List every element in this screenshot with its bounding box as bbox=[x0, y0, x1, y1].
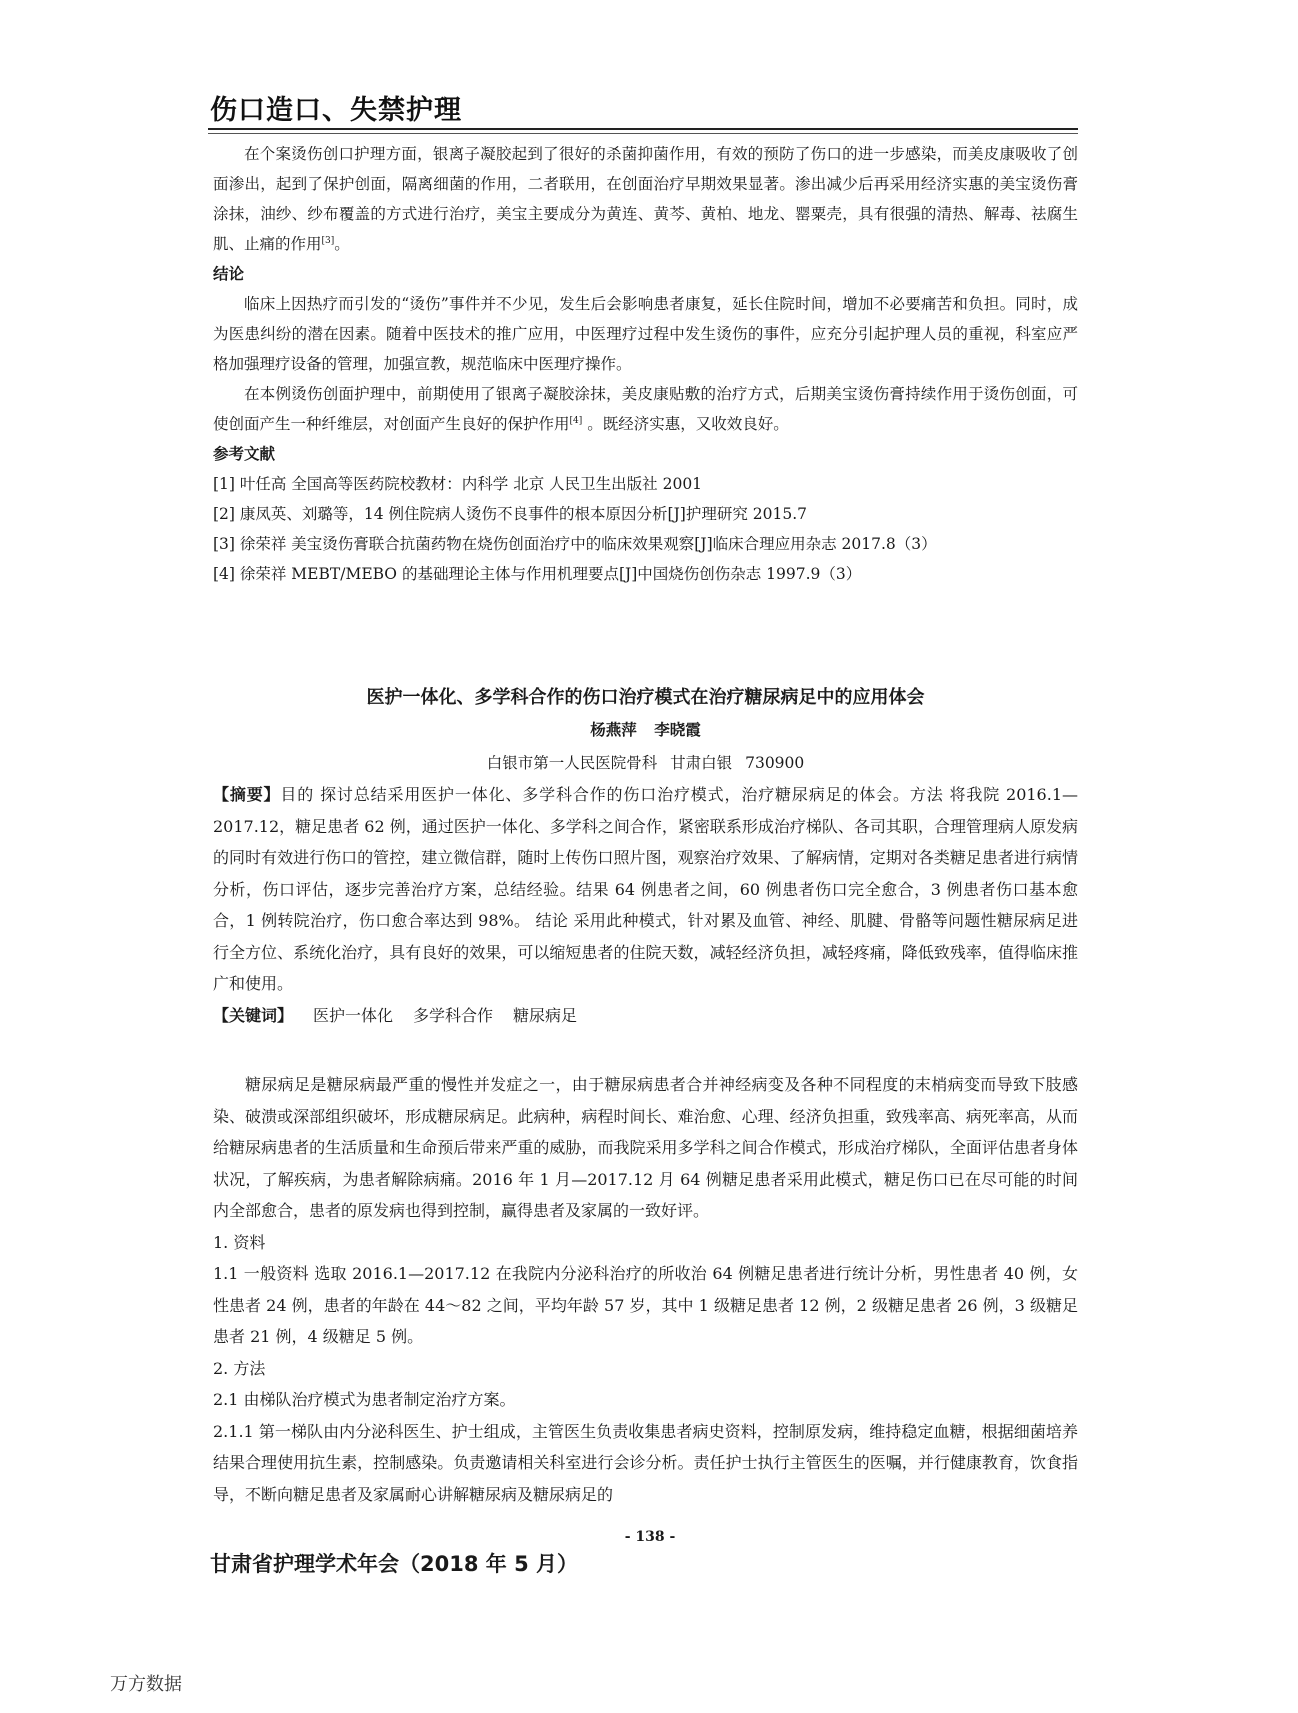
article-authors: 杨燕萍 李晓霞 bbox=[590, 720, 701, 739]
page-number: - 138 - bbox=[624, 1529, 676, 1545]
keywords-label: 【关键词】 bbox=[213, 1005, 294, 1025]
article-affiliation: 白银市第一人民医院骨科 甘肃白银 730900 bbox=[486, 754, 805, 772]
abstract-paragraph bbox=[213, 779, 1078, 1000]
article-body bbox=[213, 1069, 1078, 1510]
paragraph: 糖尿病足是糖尿病最严重的慢性并发症之一，由于糖尿病患者合并神经病变及各种不同程度的末梢病变而导致下肢感染、破溃或深部组织破坏，形成糖尿病足。此病种，病程时间长、难治愈、心理、经济负担重，致残率高、病死率高，从而给糖尿病患者的生活质量和生命预后带来严重的威胁，而我院采用多学科之间合作模式，形成治疗梯队，全面评估患者身体状况，了解疾病，为患者解除病痛。2016 年 1 月—2017.12 月 64 例糖足患者采用此模式，糖足伤口已在尽可能的时间内全部愈合，患者的原发病也得到控制，赢得患者及家属的一致好评。 bbox=[213, 1075, 1078, 1220]
header-rule bbox=[208, 128, 1078, 130]
reference-item: [4] 徐荣祥 MEBT/MEBO 的基础理论主体与作用机理要点[J]中国烧伤创伤杂志 1997.9（3） bbox=[213, 565, 862, 583]
paragraph: 1.1 一般资料 选取 2016.1—2017.12 在我院内分泌科治疗的所收治 64 例糖足患者进行统计分析，男性患者 40 例，女性患者 24 例，患者的年龄在 44～82 之间，平均年龄 57 岁，其中 1 级糖足患者 12 例，2 级糖足患者 26 例，3 级糖足患者 21 例，4 级糖足 5 例。 bbox=[213, 1264, 1078, 1346]
abstract-text: 目的 探讨总结采用医护一体化、多学科合作的伤口治疗模式，治疗糖尿病足的体会。方法 将我院 2016.1—2017.12，糖足患者 62 例，通过医护一体化、多学科之间合作，紧密联系形成治疗梯队、各司其职，合理管理病人原发病的同时有效进行伤口的管控，建立微信群，随时上传伤口照片图，观察治疗效果、了解病情，定期对各类糖足患者进行病情分析，伤口评估，逐步完善治疗方案，总结经验。结果 64 例患者之间，60 例患者伤口完全愈合，3 例患者伤口基本愈合，1 例转院治疗，伤口愈合率达到 98%。 结论 采用此种模式，针对累及血管、神经、肌腱、骨骼等问题性糖尿病足进行全方位、系统化治疗，具有良好的效果，可以缩短患者的住院天数，减轻经济负担，减轻疼痛，降低致残率，值得临床推广和使用。 bbox=[213, 785, 1078, 993]
reference-item: [2] 康凤英、刘璐等，14 例住院病人烫伤不良事件的根本原因分析[J]护理研究 2015.7 bbox=[213, 505, 808, 523]
previous-article-end bbox=[213, 139, 1078, 589]
reference-item: [1] 叶任高 全国高等医药院校教材：内科学 北京 人民卫生出版社 2001 bbox=[213, 475, 703, 493]
keyword: 医护一体化 bbox=[313, 1005, 394, 1025]
section-heading: 1. 资料 bbox=[213, 1232, 266, 1252]
section-header: 伤口造口、失禁护理 bbox=[210, 95, 462, 126]
keywords-line bbox=[213, 1000, 1078, 1032]
paragraph: 2.1.1 第一梯队由内分泌科医生、护士组成，主管医生负责收集患者病史资料，控制原发病，维持稳定血糖，根据细菌培养结果合理使用抗生素，控制感染。负责邀请相关科室进行会诊分析。责任护士执行主管医生的医嘱，并行健康教育，饮食指导，不断向糖足患者及家属耐心讲解糖尿病及糖尿病足的 bbox=[213, 1421, 1078, 1504]
abstract-label: 【摘要】 bbox=[213, 785, 281, 804]
citation: [3] bbox=[321, 235, 335, 246]
database-watermark: 万方数据 bbox=[110, 1674, 182, 1695]
references-heading: 参考文献 bbox=[213, 445, 276, 463]
conclusion-heading: 结论 bbox=[213, 265, 245, 283]
header-rule-thin bbox=[208, 133, 1078, 134]
paragraph: 2.1 由梯队治疗模式为患者制定治疗方案。 bbox=[213, 1390, 516, 1409]
conference-footer: 甘肃省护理学术年会（2018 年 5 月） bbox=[210, 1552, 578, 1576]
citation: [4] bbox=[569, 415, 583, 426]
paragraph: 在本例烫伤创面护理中，前期使用了银离子凝胶涂抹，美皮康贴敷的治疗方式，后期美宝烫伤膏持续作用于烫伤创面，可使创面产生一种纤维层，对创面产生良好的保护作用[4] 。既经济实惠，又收效良好。 bbox=[213, 385, 1078, 433]
keyword: 多学科合作 bbox=[413, 1005, 494, 1025]
paragraph: 临床上因热疗而引发的“烫伤”事件并不少见，发生后会影响患者康复，延长住院时间，增加不必要痛苦和负担。同时，成为医患纠纷的潜在因素。随着中医技术的推广应用，中医理疗过程中发生烫伤的事件，应充分引起护理人员的重视，科室应严格加强理疗设备的管理，加强宣教，规范临床中医理疗操作。 bbox=[213, 295, 1078, 373]
reference-item: [3] 徐荣祥 美宝烫伤膏联合抗菌药物在烧伤创面治疗中的临床效果观察[J]临床合理应用杂志 2017.8（3） bbox=[213, 535, 937, 553]
paragraph: 在个案烫伤创口护理方面，银离子凝胶起到了很好的杀菌抑菌作用，有效的预防了伤口的进一步感染，而美皮康吸收了创面渗出，起到了保护创面，隔离细菌的作用，二者联用，在创面治疗早期效果显著。渗出减少后再采用经济实惠的美宝烫伤膏涂抹，油纱、纱布覆盖的方式进行治疗，美宝主要成分为黄连、黄芩、黄柏、地龙、罂粟壳，具有很强的清热、解毒、祛腐生肌、止痛的作用[3]。 bbox=[213, 145, 1078, 253]
keyword: 糖尿病足 bbox=[513, 1005, 578, 1025]
abstract bbox=[213, 779, 1078, 1031]
article-title: 医护一体化、多学科合作的伤口治疗模式在治疗糖尿病足中的应用体会 bbox=[366, 687, 925, 708]
section-heading: 2. 方法 bbox=[213, 1358, 266, 1378]
